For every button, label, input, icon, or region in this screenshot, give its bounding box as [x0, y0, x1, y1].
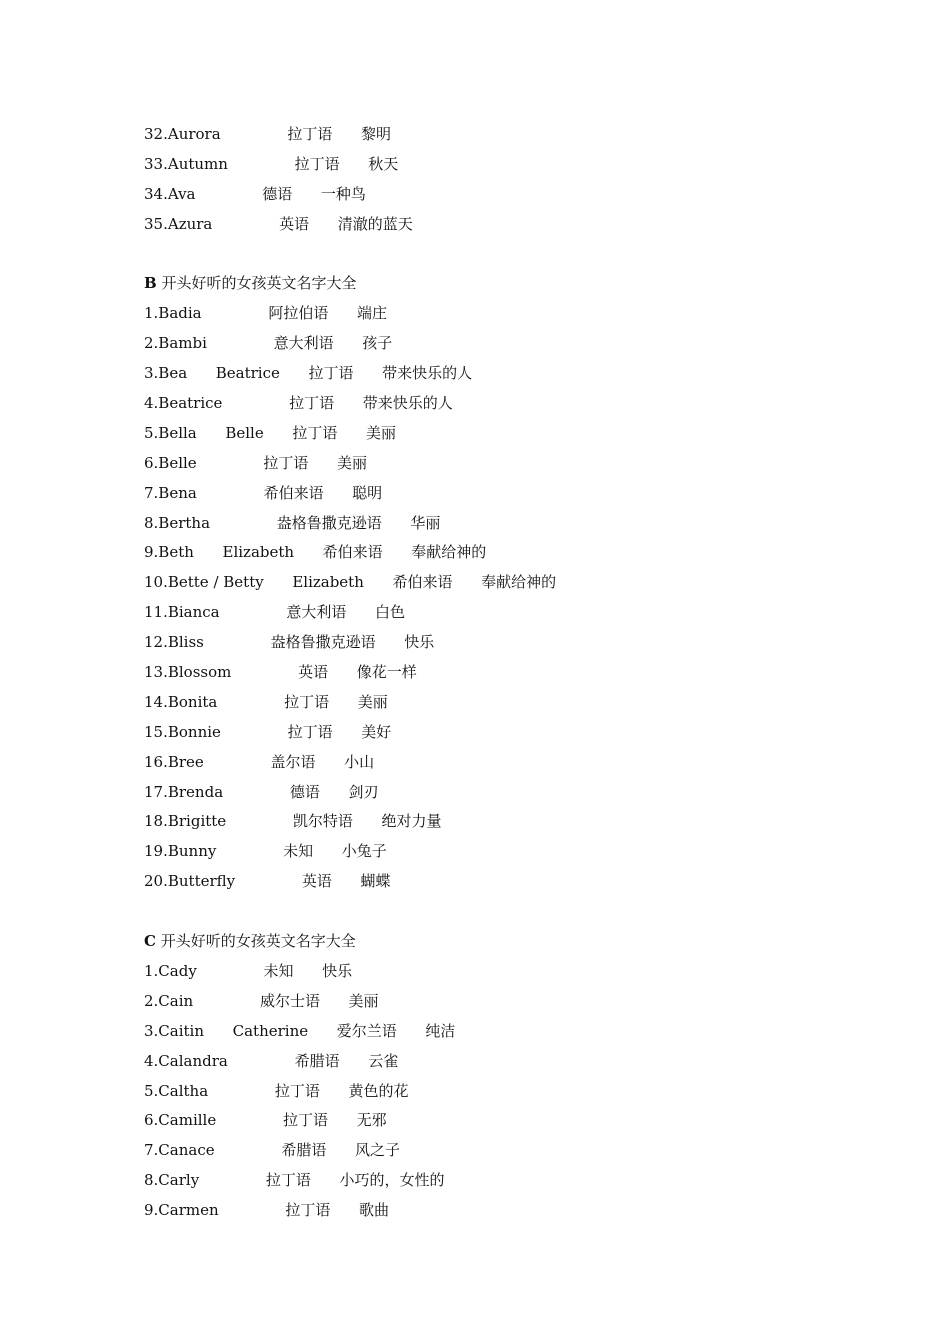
name-entry: 17.Brenda 德语 剑刃 — [144, 782, 379, 801]
section-heading — [144, 269, 864, 299]
name-entry: 1.Badia 阿拉伯语 端庄 — [144, 304, 387, 323]
name-entry: 7.Canace 希腊语 风之子 — [144, 1141, 400, 1160]
name-entry: 16.Bree 盖尔语 小山 — [144, 752, 375, 771]
name-entry: 2.Cain 威尔士语 美丽 — [144, 991, 379, 1010]
section-spacer — [144, 240, 864, 270]
name-entry: 4.Calandra 希腊语 云雀 — [144, 1051, 399, 1070]
section-heading — [144, 927, 864, 957]
section-spacer — [144, 897, 864, 927]
name-entry: 11.Bianca 意大利语 白色 — [144, 603, 405, 622]
name-entry: 12.Bliss 盎格鲁撒克逊语 快乐 — [144, 633, 435, 652]
name-entry: 5.Caltha 拉丁语 黄色的花 — [144, 1081, 409, 1100]
heading-text: 开头好听的女孩英文名字大全 — [155, 932, 356, 951]
name-entry: 1.Cady 未知 快乐 — [144, 961, 353, 980]
name-entry: 9.Beth Elizabeth 希伯来语 奉献给神的 — [144, 543, 487, 562]
heading-text: 开头好听的女孩英文名字大全 — [156, 274, 357, 293]
heading-letter: B — [144, 274, 157, 293]
name-entry: 34.Ava 德语 一种鸟 — [144, 184, 366, 203]
name-entry: 6.Camille 拉丁语 无邪 — [144, 1111, 387, 1130]
name-entry: 33.Autumn 拉丁语 秋天 — [144, 154, 399, 173]
name-entry: 7.Bena 希伯来语 聪明 — [144, 483, 383, 502]
name-entry: 8.Bertha 盎格鲁撒克逊语 华丽 — [144, 513, 441, 532]
name-entry: 20.Butterfly 英语 蝴蝶 — [144, 872, 391, 891]
name-entry: 13.Blossom 英语 像花一样 — [144, 663, 417, 682]
name-entry: 4.Beatrice 拉丁语 带来快乐的人 — [144, 394, 453, 413]
name-entry: 2.Bambi 意大利语 孩子 — [144, 334, 393, 353]
name-entry: 6.Belle 拉丁语 美丽 — [144, 453, 368, 472]
heading-letter: C — [144, 932, 156, 951]
name-entry: 5.Bella Belle 拉丁语 美丽 — [144, 423, 396, 442]
document-body — [144, 120, 864, 1226]
name-entry: 14.Bonita 拉丁语 美丽 — [144, 692, 388, 711]
name-entry: 32.Aurora 拉丁语 黎明 — [144, 125, 392, 143]
name-entry: 15.Bonnie 拉丁语 美好 — [144, 722, 392, 741]
name-entry: 8.Carly 拉丁语 小巧的，女性的 — [144, 1171, 445, 1190]
name-entry: 18.Brigitte 凯尔特语 绝对力量 — [144, 812, 442, 831]
name-entry: 35.Azura 英语 清澈的蓝天 — [144, 214, 413, 233]
name-entry: 3.Bea Beatrice 拉丁语 带来快乐的人 — [144, 364, 473, 383]
name-entry: 10.Bette / Betty Elizabeth 希伯来语 奉献给神的 — [144, 573, 557, 592]
name-entry: 3.Caitin Catherine 爱尔兰语 纯洁 — [144, 1021, 456, 1040]
name-entry: 19.Bunny 未知 小兔子 — [144, 842, 387, 861]
name-entry: 9.Carmen 拉丁语 歌曲 — [144, 1201, 390, 1220]
